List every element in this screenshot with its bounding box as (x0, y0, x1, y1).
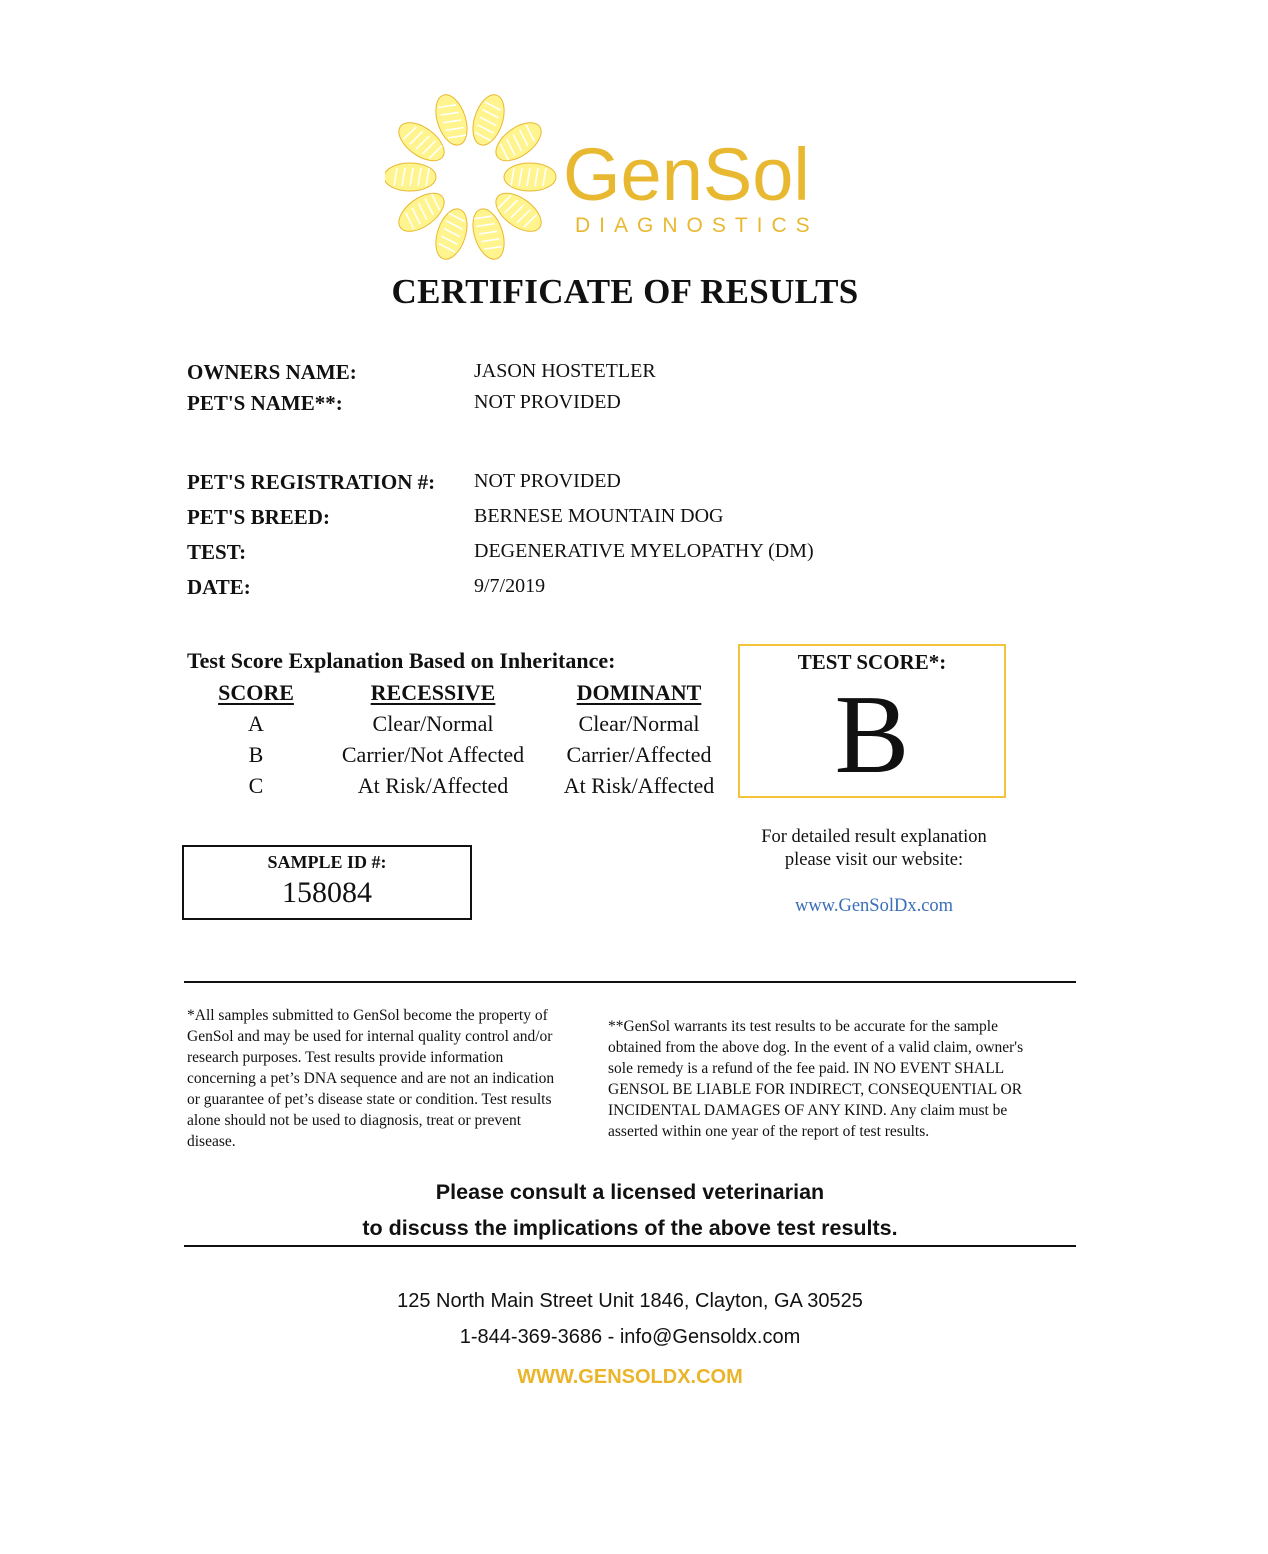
table-row-score: C (248, 773, 264, 798)
table-row-score: B (248, 742, 264, 767)
certificate-title: CERTIFICATE OF RESULTS (391, 272, 859, 311)
owner-name-label: OWNERS NAME: (187, 360, 357, 384)
owner-name-value: JASON HOSTETLER (474, 360, 656, 382)
disclaimer-right-line: GENSOL BE LIABLE FOR INDIRECT, CONSEQUENTIAL OR (608, 1081, 1023, 1098)
test-score-label: TEST SCORE*: (797, 650, 947, 674)
divider-top (184, 981, 1076, 983)
dna-ring-logo-icon (385, 92, 825, 262)
table-row-dominant: At Risk/Affected (563, 773, 715, 798)
pet-name-value: NOT PROVIDED (474, 391, 621, 413)
table-row-recessive: Carrier/Not Affected (341, 742, 525, 767)
website-note (740, 826, 1008, 872)
disclaimer-right-line: **GenSol warrants its test results to be accurate for the sample (608, 1018, 998, 1035)
disclaimer-right-line: INCIDENTAL DAMAGES OF ANY KIND. Any claim must be (608, 1102, 1008, 1119)
test-score-box (738, 644, 1006, 798)
consult-line2: to discuss the implications of the above test results. (362, 1216, 898, 1240)
recessive-column-header: RECESSIVE (370, 680, 496, 705)
table-row-score: A (248, 711, 264, 736)
sample-id-box (182, 845, 472, 920)
disclaimer-left (187, 1005, 607, 1152)
footer-contact: 1-844-369-3686 - info@Gensoldx.com (459, 1326, 801, 1348)
table-row-recessive: At Risk/Affected (357, 773, 509, 798)
breed-value: BERNESE MOUNTAIN DOG (474, 505, 724, 527)
disclaimer-right-line: obtained from the above dog. In the event of a valid claim, owner's (608, 1039, 1024, 1056)
table-row-recessive: Clear/Normal (372, 711, 494, 736)
disclaimer-left-line: disease. (187, 1133, 236, 1150)
website-note-line2: please visit our website: (784, 850, 964, 870)
website-note-line1: For detailed result explanation (761, 827, 987, 847)
sample-id-value: 158084 (282, 876, 372, 909)
dominant-column-header: DOMINANT (576, 680, 702, 705)
disclaimer-right-line: asserted within one year of the report of test results. (608, 1123, 930, 1140)
table-row-dominant: Clear/Normal (578, 711, 700, 736)
registration-label: PET'S REGISTRATION #: (187, 470, 436, 494)
sample-id-label: SAMPLE ID #: (267, 852, 387, 872)
disclaimer-left-line: *All samples submitted to GenSol become the property of (187, 1007, 548, 1024)
logo-wordmark: GenSol (563, 133, 810, 216)
date-value: 9/7/2019 (474, 575, 546, 597)
disclaimer-left-line: or guarantee of pet’s disease state or condition. Test results (187, 1091, 552, 1108)
disclaimer-right (608, 1016, 1088, 1142)
table-row-dominant: Carrier/Affected (566, 742, 712, 767)
disclaimer-left-line: concerning a pet’s DNA sequence and are not an indication (187, 1070, 555, 1087)
breed-label: PET'S BREED: (187, 505, 330, 529)
score-explanation-title: Test Score Explanation Based on Inheritance: (187, 648, 616, 673)
consult-line1: Please consult a licensed veterinarian (435, 1180, 825, 1204)
test-label: TEST: (187, 540, 247, 564)
gensol-logo (385, 92, 825, 262)
logo-tagline: DIAGNOSTICS (575, 214, 819, 237)
pet-name-label: PET'S NAME**: (187, 391, 343, 415)
divider-bottom (184, 1245, 1076, 1247)
test-value: DEGENERATIVE MYELOPATHY (DM) (474, 540, 814, 562)
disclaimer-left-line: GenSol and may be used for internal quality control and/or (187, 1028, 553, 1045)
disclaimer-left-line: research purposes. Test results provide information (187, 1049, 504, 1066)
score-column-header: SCORE (218, 680, 294, 705)
disclaimer-right-line: sole remedy is a refund of the fee paid. IN NO EVENT SHALL (608, 1060, 1005, 1077)
website-link[interactable]: www.GenSolDx.com (794, 896, 954, 916)
footer-address: 125 North Main Street Unit 1846, Clayton, GA 30525 (397, 1290, 863, 1312)
registration-value: NOT PROVIDED (474, 470, 621, 492)
footer-website-link[interactable]: WWW.GENSOLDX.COM (517, 1366, 743, 1388)
disclaimer-left-line: alone should not be used to diagnosis, treat or prevent (187, 1112, 522, 1129)
test-score-value: B (834, 673, 910, 797)
date-label: DATE: (187, 575, 251, 599)
